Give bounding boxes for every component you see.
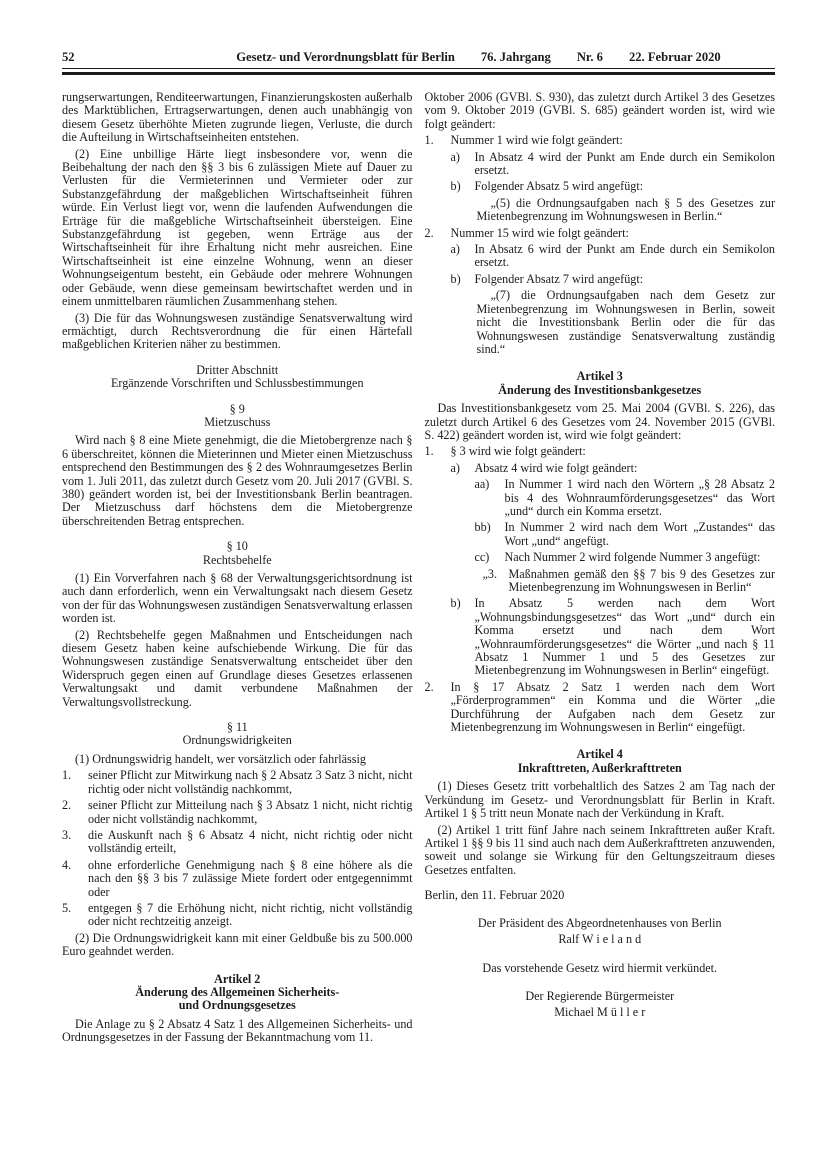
list-marker: 1. xyxy=(62,768,72,783)
list-marker: 2. xyxy=(424,225,434,240)
list-item-text: In Absatz 5 werden nach dem Wort „Wohnungsbindungsgesetzes“ das Wort „und“ durch ein Komma ersetzt und nach dem Wort „Wohnraumförderungsgesetzes“ die Wörter „und nach § 11 Absatz 1 Nummer 1 und 5 des Gesetzes zur Mietenbegrenzung im Wohnungswesen in Berlin“ eingefügt. xyxy=(474,596,775,678)
list-item-text: ohne erforderliche Genehmigung nach § 8 eine höhere als die nach den §§ 3 bis 7 zulässige Miete fordert oder entgegennimmt oder xyxy=(88,857,413,899)
list-item xyxy=(425,134,776,147)
paragraph: (2) Die Ordnungswidrigkeit kann mit einer Geldbuße bis zu 500.000 Euro geahndet werden. xyxy=(62,930,413,959)
list-item xyxy=(425,227,776,240)
heading-line: Artikel 2 xyxy=(214,971,261,986)
list-item-text: entgegen § 7 die Erhöhung nicht, nicht richtig, nicht vollständig oder nicht rechtzeitig anzeigt. xyxy=(88,900,413,929)
list-item xyxy=(451,151,776,178)
list-item xyxy=(62,829,413,856)
heading-line: Änderung des Investitionsbankgesetzes xyxy=(498,382,702,397)
list-marker: b) xyxy=(450,271,461,286)
heading-line: Dritter Abschnitt xyxy=(196,362,279,377)
list-item-text: Nummer 1 wird wie folgt geändert: xyxy=(450,133,623,148)
paragraph-continuation: rungserwartungen, Renditeerwartungen, Finanzierungskosten außerhalb des Marktüblichen, Ertragserwartungen, denen auch unabhängig von diesem Gesetz überhöhte Mieten zugrunde liegen, Verluste, die durch die Aufteilung in Wirtschaftseinheiten entstehen. xyxy=(62,90,413,145)
heading-line: § 11 xyxy=(226,720,248,735)
paragraph: (1) Dieses Gesetz tritt vorbehaltlich des Satzes 2 am Tag nach der Verkündung im Gesetz- und Verordnungsblatt für Berlin in Kraft. Artikel 1 § 5 tritt neun Monate nach der Verkündung in Kraft. xyxy=(424,779,775,821)
signature-name: Michael M ü l l e r xyxy=(554,1005,646,1020)
list-item xyxy=(451,180,776,193)
list-marker: 4. xyxy=(62,857,72,872)
list-marker: b) xyxy=(450,596,461,611)
list-item-text: seiner Pflicht zur Mitteilung nach § 3 Absatz 1 nicht, nicht richtig oder nicht vollständig nachkommt, xyxy=(88,798,413,826)
list-marker: 3. xyxy=(62,827,72,842)
paragraph: (2) Eine unbillige Härte liegt insbesondere vor, wenn die Beibehaltung der nach den §§ 3 bis 6 zulässigen Miete auf Dauer zu Verlusten für die Vermieterinnen und Vermieter oder zur Substanzgefährdung der maßgeblichen Wirtschaftseinheit führen würde. Ein Verlust liegt vor, wenn die laufenden Aufwendungen die Erträge für die maßgebliche Wirtschaftseinheit übersteigen. Eine Substanzgefährdung ist gegeben, wenn Erträge aus der Wirtschaftseinheit für ihre Erhaltung nicht mehr ausreichen. Eine Wirtschaftseinheit ist eine einzelne Wohnung, wenn an dieser Wohnungseigentum besteht, ein Gebäude oder mehrere Wohnungen oder Gebäude, wenn diese gemeinsam bewirtschaftet werden und in einem unmittelbaren räumlichen Zusammenhang stehen. xyxy=(62,146,413,309)
volume-label: 76. Jahrgang xyxy=(480,50,551,64)
page-header xyxy=(62,50,775,65)
list-item xyxy=(62,902,413,929)
list-marker: a) xyxy=(450,460,460,475)
list-item xyxy=(483,568,776,595)
list-marker: aa) xyxy=(474,477,490,492)
list-item xyxy=(451,462,776,475)
heading-line: Inkrafttreten, Außerkrafttreten xyxy=(517,760,682,775)
dateline: Berlin, den 11. Februar 2020 xyxy=(424,888,565,903)
left-column xyxy=(62,91,413,1048)
quoted-insertion: „(5) die Ordnungsaufgaben nach § 5 des Gesetzes zur Mietenbegrenzung im Wohnungswesen in Berlin.“ xyxy=(476,195,775,224)
list-marker: 2. xyxy=(62,798,72,813)
list-item-text: In Nummer 1 wird nach den Wörtern „§ 28 Absatz 2 bis 4 des Wohnraumförderungsgesetzes“ das Wort „und“ durch ein Komma ersetzt. xyxy=(504,477,775,518)
signature-role: Der Regierende Bürgermeister xyxy=(525,988,675,1003)
paragraph: Wird nach § 8 eine Miete genehmigt, die die Mietobergrenze nach § 6 überschreitet, können die Mieterinnen und Mieter einen Mietzuschuss entsprechend den Bestimmungen des § 2 des Wohnraumgesetzes Berlin vom 1. Juli 2011, das zuletzt durch Gesetz vom 20. Juli 2017 (GVBl. S. 380) geändert worden ist, bei der Investitionsbank Berlin beantragen. Der Mietzuschuss darf höchstens dem die Mietobergrenze überschreitenden Betrag entsprechen. xyxy=(62,433,413,528)
list-item xyxy=(62,799,413,826)
section-heading xyxy=(62,721,413,748)
list-item xyxy=(62,859,413,899)
list-marker: a) xyxy=(450,242,460,257)
promulgation-statement: Das vorstehende Gesetz wird hiermit verkündet. xyxy=(482,961,718,976)
list-item-text: In Nummer 2 wird nach dem Wort „Zustandes“ das Wort „und“ angefügt. xyxy=(504,520,775,548)
list-marker: b) xyxy=(450,179,461,194)
list-item xyxy=(475,551,776,564)
list-item-text: Absatz 4 wird wie folgt geändert: xyxy=(474,460,638,475)
paragraph: (2) Rechtsbehelfe gegen Maßnahmen und Entscheidungen nach diesem Gesetz haben keine aufschiebende Wirkung. Die für das Wohnungswesen zuständige Senatsverwaltung entscheidet über den Widerspruch gegen einen auf Grundlage dieses Gesetzes erlassenen Verwaltungsakt und damit verbundene Maßnahmen der Verwaltungsvollstreckung. xyxy=(62,627,413,709)
list-item-text: die Auskunft nach § 6 Absatz 4 nicht, nicht richtig oder nicht vollständig erteilt, xyxy=(88,827,413,856)
list-item-text: § 3 wird wie folgt geändert: xyxy=(450,444,586,459)
paragraph: Die Anlage zu § 2 Absatz 4 Satz 1 des Allgemeinen Sicherheits- und Ordnungsgesetzes in der Fassung der Bekanntmachung vom 11. xyxy=(62,1016,413,1045)
right-column xyxy=(425,91,776,1048)
heading-line: § 9 xyxy=(229,401,245,416)
list-item-text: Maßnahmen gemäß den §§ 7 bis 9 des Gesetzes zur Mietenbegrenzung im Wohnungswesen in Berlin“ xyxy=(508,566,775,594)
list-item-text: In Absatz 6 wird der Punkt am Ende durch ein Semikolon ersetzt. xyxy=(474,242,775,270)
list-item xyxy=(475,478,776,518)
list-item-text: In § 17 Absatz 2 Satz 1 werden nach dem Wort „Förderprogrammen“ ein Komma und die Wörter „die Durchführung der Aufgaben nach dem Gesetz zur Mietenbegrenzung im Wohnungswesen in Berlin“ eingefügt. xyxy=(450,679,775,735)
article-heading xyxy=(425,748,776,775)
list-item-text: seiner Pflicht zur Mitwirkung nach § 2 Absatz 3 Satz 3 nicht, nicht richtig oder nicht vollständig nachkommt, xyxy=(88,768,413,796)
signature-role: Der Präsident des Abgeordnetenhauses von Berlin xyxy=(477,915,722,930)
heading-line: und Ordnungsgesetzes xyxy=(178,998,296,1013)
page-number: 52 xyxy=(62,50,75,64)
section-heading xyxy=(62,403,413,430)
issue-number: Nr. 6 xyxy=(576,50,603,64)
article-heading xyxy=(62,973,413,1013)
header-rule-thin xyxy=(62,68,775,69)
paragraph: (2) Artikel 1 tritt fünf Jahre nach seinem Inkrafttreten außer Kraft. Artikel 1 §§ 9 bis 11 sind auch nach dem Außerkrafttreten anzuwenden, soweit und solange sie Wirkung für den Geltungszeitraum dieses Gesetzes entfalten. xyxy=(424,822,775,877)
two-column-body xyxy=(62,91,775,1048)
paragraph: Das Investitionsbankgesetz vom 25. Mai 2004 (GVBl. S. 226), das zuletzt durch Artikel 6 des Gesetzes vom 24. November 2015 (GVBl. S. 422) geändert worden ist, wird wie folgt geändert: xyxy=(424,401,775,442)
list-item-text: Nummer 15 wird wie folgt geändert: xyxy=(450,225,629,240)
heading-line: Änderung des Allgemeinen Sicherheits- xyxy=(135,984,340,999)
heading-line: Rechtsbehelfe xyxy=(202,552,272,567)
list-item xyxy=(451,273,776,286)
header-rule-thick xyxy=(62,72,775,75)
list-item xyxy=(451,243,776,270)
heading-line: Mietzuschuss xyxy=(204,414,271,429)
list-marker: cc) xyxy=(474,550,490,565)
paragraph-continuation: Oktober 2006 (GVBl. S. 930), das zuletzt durch Artikel 3 des Gesetzes vom 9. Oktober 2019 (GVBl. S. 685) geändert worden ist, wird wie folgt geändert: xyxy=(424,90,775,131)
heading-line: § 10 xyxy=(226,539,248,554)
gazette-title: Gesetz- und Verordnungsblatt für Berlin xyxy=(236,50,455,64)
section-heading xyxy=(62,540,413,567)
list-marker: „3. xyxy=(482,566,497,581)
issue-date: 22. Februar 2020 xyxy=(628,50,721,64)
list-marker: 2. xyxy=(424,679,434,694)
list-item-text: Folgender Absatz 5 wird angefügt: xyxy=(474,179,644,194)
list-marker: 5. xyxy=(62,900,72,915)
article-heading xyxy=(425,370,776,397)
heading-line: Artikel 3 xyxy=(576,369,623,384)
list-marker: a) xyxy=(450,149,460,164)
list-item xyxy=(62,769,413,796)
heading-line: Ergänzende Vorschriften und Schlussbestimmungen xyxy=(110,376,364,391)
paragraph: (3) Die für das Wohnungswesen zuständige Senatsverwaltung wird ermächtigt, durch Rechtsverordnung die für einen Härtefall maßgeblichen Kriterien näher zu bestimmen. xyxy=(62,310,413,352)
paragraph: (1) Ordnungswidrig handelt, wer vorsätzlich oder fahrlässig xyxy=(75,751,366,766)
list-item xyxy=(451,597,776,677)
quoted-insertion: „(7) die Ordnungsaufgaben nach dem Gesetz zur Mietenbegrenzung im Wohnungswesen in Berlin, soweit nicht die Investitionsbank Berlin oder die für das Wohnungswesen zuständige Senatsverwaltung zuständig sind.“ xyxy=(476,288,775,356)
list-item xyxy=(425,445,776,458)
list-item-text: Nach Nummer 2 wird folgende Nummer 3 angefügt: xyxy=(504,550,761,565)
paragraph: (1) Ein Vorverfahren nach § 68 der Verwaltungsgerichtsordnung ist auch dann erforderlich, wenn ein Verwaltungsakt nach diesem Gesetz von der für das Wohnungswesen zuständigen Senatsverwaltung erlassen worden ist. xyxy=(62,571,413,626)
list-marker: bb) xyxy=(474,520,491,535)
masthead xyxy=(182,50,775,65)
list-item-text: In Absatz 4 wird der Punkt am Ende durch ein Semikolon ersetzt. xyxy=(474,149,775,178)
heading-line: Ordnungswidrigkeiten xyxy=(182,733,292,748)
list-item-text: Folgender Absatz 7 wird angefügt: xyxy=(474,271,644,286)
list-marker: 1. xyxy=(424,133,434,148)
list-item xyxy=(425,681,776,735)
section-heading xyxy=(62,364,413,391)
heading-line: Artikel 4 xyxy=(576,747,623,762)
list-marker: 1. xyxy=(424,444,434,459)
signature-name: Ralf W i e l a n d xyxy=(558,931,642,946)
list-item xyxy=(475,521,776,548)
